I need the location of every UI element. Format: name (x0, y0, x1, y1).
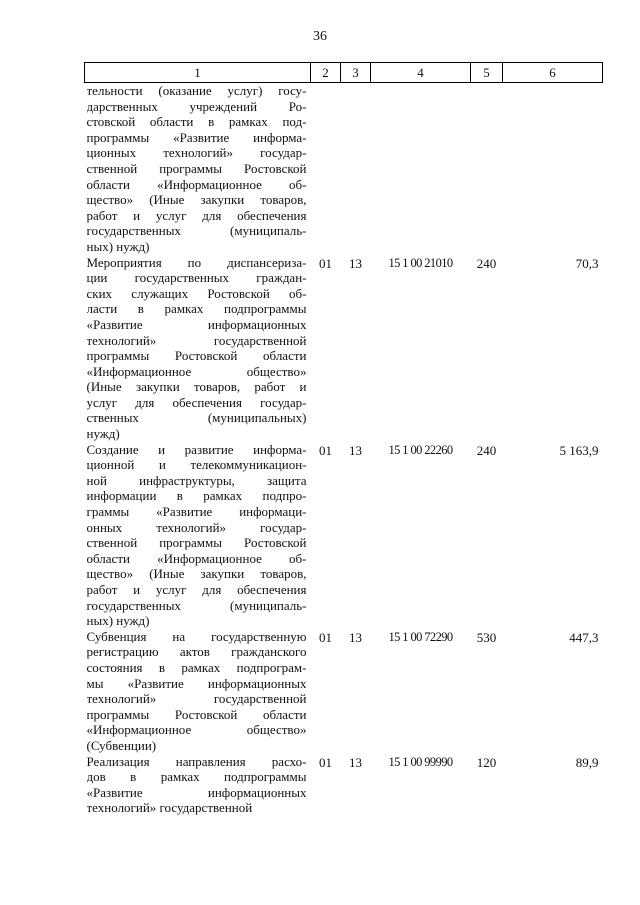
header-col-2: 2 (311, 63, 341, 83)
description-line: ласти в рамках подпрограммы (86, 301, 307, 317)
description-line: (Иные закупки товаров, работ и (86, 379, 307, 395)
table-row (85, 255, 603, 442)
description-line: ции государственных граждан- (86, 270, 307, 286)
description-line: стовской области в рамках под- (86, 114, 307, 130)
description-line: технологий» государственной (86, 800, 253, 816)
description-line: щество» (Иные закупки товаров, (86, 566, 307, 582)
description-line: Создание и развитие информа- (86, 441, 307, 457)
section-code: 01 (319, 255, 332, 271)
description-line: государственных (муниципаль- (86, 597, 307, 613)
description-line: программы Ростовской области (86, 348, 307, 364)
target-article-code: 15 1 00 99990 (388, 754, 453, 769)
section-code: 01 (319, 754, 332, 770)
description-line: дарственных учреждений Ро- (86, 98, 307, 114)
description-line: ных) нужд) (86, 613, 150, 629)
expense-type-code: 530 (476, 629, 497, 645)
description-line: услуг для обеспечения государ- (86, 394, 307, 410)
row-description (85, 83, 311, 255)
table-row (85, 754, 603, 816)
table-row (85, 629, 603, 754)
subsection-code (341, 83, 371, 255)
description-line: работ и услуг для обеспечения (86, 207, 307, 223)
amount (503, 83, 603, 255)
description-line: ственной программы Ростовской (86, 160, 307, 176)
description-line: работ и услуг для обеспечения (86, 582, 307, 597)
target-article-code (371, 83, 471, 255)
description-line: «Развитие информационных (86, 784, 307, 800)
table-row (85, 442, 603, 629)
amount: 89,9 (575, 754, 599, 770)
description-line: «Информационное общество» (86, 363, 307, 379)
subsection-code: 13 (349, 442, 362, 458)
description-line: нужд) (86, 426, 120, 442)
amount: 5 163,9 (559, 442, 599, 458)
description-line: ственных (муниципальных) (86, 410, 307, 426)
subsection-code: 13 (349, 629, 362, 645)
subsection-code: 13 (349, 754, 362, 770)
description-line: государственных (муниципаль- (86, 223, 307, 239)
description-line: (Субвенции) (86, 737, 157, 753)
amount: 447,3 (569, 629, 599, 645)
section-code: 01 (319, 442, 332, 458)
table-row (85, 83, 603, 255)
target-article-code: 15 1 00 22260 (388, 442, 453, 457)
description-line: технологий» государственной (86, 332, 307, 348)
row-description (85, 442, 311, 629)
header-col-3: 3 (341, 63, 371, 83)
table-body (85, 83, 603, 816)
expense-type-code: 240 (476, 255, 497, 271)
description-line: области «Информационное об- (86, 176, 307, 192)
expense-type-code: 240 (476, 442, 497, 458)
target-article-code: 15 1 00 72290 (388, 629, 453, 644)
section-code (311, 83, 341, 255)
table-header-row (85, 63, 603, 83)
description-line: граммы «Развитие информаци- (86, 504, 307, 520)
section-code: 01 (319, 629, 332, 645)
expense-type-code (471, 83, 503, 255)
amount: 70,3 (575, 255, 599, 271)
row-description (85, 629, 311, 754)
description-line: области «Информационное об- (86, 550, 307, 566)
description-line: ционной и телекоммуникацион- (86, 457, 307, 473)
description-line: тельности (оказание услуг) госу- (86, 83, 307, 98)
description-line: ных) нужд) (86, 238, 150, 254)
row-description (85, 255, 311, 442)
description-line: программы Ростовской области (86, 706, 307, 722)
subsection-code: 13 (349, 255, 362, 271)
description-line: Субвенция на государственную (86, 628, 307, 644)
description-line: ной инфраструктуры, защита (86, 472, 307, 488)
description-line: информации в рамках подпро- (86, 488, 307, 504)
description-line: мы «Развитие информационных (86, 675, 307, 691)
description-line: ских служащих Ростовской об- (86, 285, 307, 301)
description-line: состояния в рамках подпрограм- (86, 659, 307, 675)
description-line: щество» (Иные закупки товаров, (86, 192, 307, 208)
header-col-4: 4 (371, 63, 471, 83)
page-number: 36 (313, 29, 327, 44)
budget-table (84, 62, 603, 816)
description-line: онных технологий» государ- (86, 519, 307, 535)
description-line: технологий» государственной (86, 691, 307, 707)
description-line: Мероприятия по диспансеризa- (86, 254, 307, 270)
description-line: «Информационное общество» (86, 722, 307, 738)
description-line: «Развитие информационных (86, 316, 307, 332)
description-line: дов в рамках подпрограммы (86, 769, 307, 785)
description-line: программы «Развитие информа- (86, 129, 307, 145)
header-col-6: 6 (503, 63, 603, 83)
row-description (85, 754, 311, 816)
expense-type-code: 120 (476, 754, 497, 770)
target-article-code: 15 1 00 21010 (388, 255, 453, 270)
description-line: ственной программы Ростовской (86, 535, 307, 551)
description-line: регистрацию актов гражданского (86, 644, 307, 660)
header-col-5: 5 (471, 63, 503, 83)
description-line: Реализация направления расхо- (86, 753, 307, 769)
header-col-1: 1 (85, 63, 311, 83)
description-line: ционных технологий» государ- (86, 145, 307, 161)
